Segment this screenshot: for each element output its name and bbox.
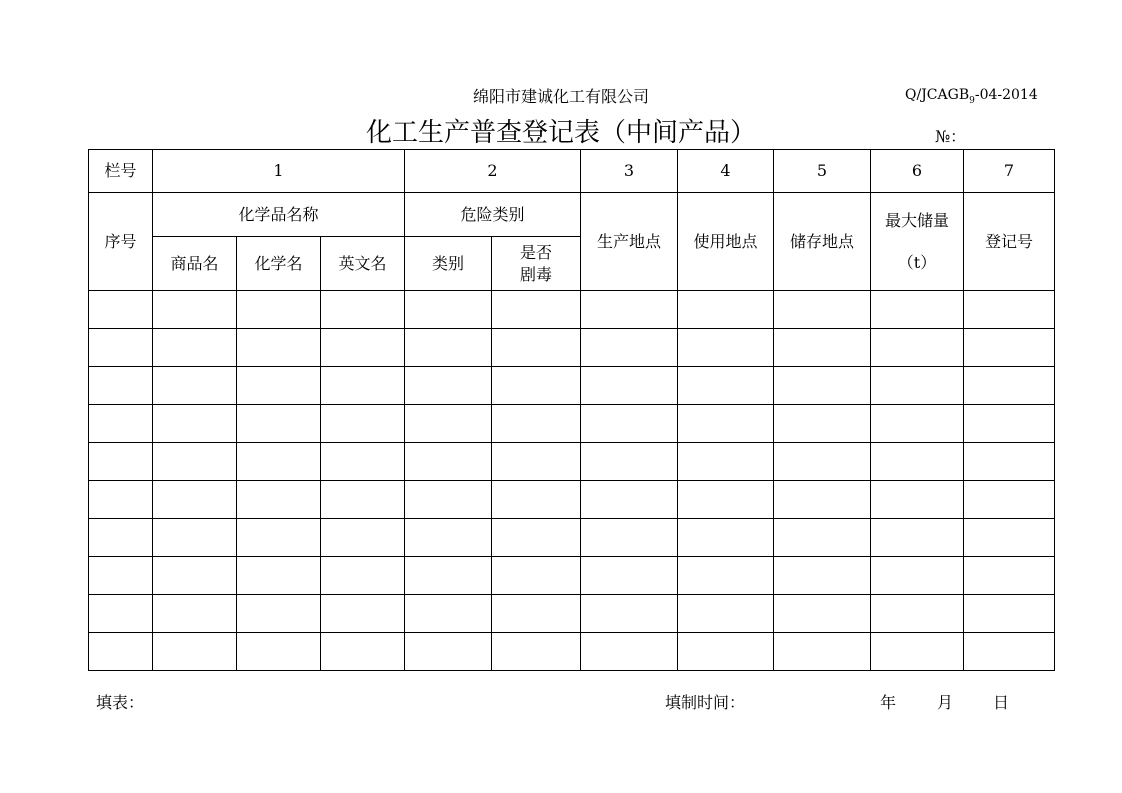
table-cell[interactable] bbox=[492, 481, 581, 519]
table-cell[interactable] bbox=[492, 329, 581, 367]
table-cell[interactable] bbox=[492, 443, 581, 481]
table-row bbox=[89, 329, 1055, 367]
table-cell[interactable] bbox=[774, 329, 871, 367]
table-cell[interactable] bbox=[964, 595, 1055, 633]
table-cell[interactable] bbox=[581, 291, 678, 329]
table-cell[interactable] bbox=[321, 443, 405, 481]
table-cell[interactable] bbox=[678, 633, 774, 671]
table-cell[interactable] bbox=[774, 443, 871, 481]
max-storage-line2: （t） bbox=[897, 252, 937, 272]
table-cell[interactable] bbox=[678, 595, 774, 633]
table-cell[interactable] bbox=[492, 367, 581, 405]
table-cell[interactable] bbox=[871, 481, 964, 519]
table-cell[interactable] bbox=[871, 557, 964, 595]
table-row bbox=[89, 519, 1055, 557]
table-cell[interactable] bbox=[405, 519, 492, 557]
table-cell[interactable] bbox=[774, 367, 871, 405]
table-cell[interactable] bbox=[774, 405, 871, 443]
table-row bbox=[89, 405, 1055, 443]
table-cell[interactable] bbox=[581, 481, 678, 519]
table-cell[interactable] bbox=[492, 633, 581, 671]
table-cell[interactable] bbox=[237, 557, 321, 595]
table-cell[interactable] bbox=[581, 595, 678, 633]
table-cell[interactable] bbox=[237, 367, 321, 405]
number-label: №： bbox=[935, 127, 967, 146]
col-number-3: 3 bbox=[581, 150, 678, 193]
table-cell[interactable] bbox=[321, 481, 405, 519]
table-cell[interactable] bbox=[153, 329, 237, 367]
col-number-2: 2 bbox=[405, 150, 581, 193]
table-cell[interactable] bbox=[321, 291, 405, 329]
table-row bbox=[89, 443, 1055, 481]
table-cell[interactable] bbox=[581, 329, 678, 367]
table-cell[interactable] bbox=[405, 557, 492, 595]
table-cell[interactable] bbox=[237, 595, 321, 633]
table-cell[interactable] bbox=[678, 329, 774, 367]
registration-no-header: 登记号 bbox=[964, 193, 1055, 291]
table-cell[interactable] bbox=[89, 481, 153, 519]
table-cell[interactable] bbox=[153, 291, 237, 329]
form-title: 化工生产普查登记表（中间产品） bbox=[365, 118, 756, 148]
is-toxic-header bbox=[492, 237, 581, 291]
is-toxic-line1: 是否 bbox=[519, 242, 552, 262]
table-cell[interactable] bbox=[581, 633, 678, 671]
table-row bbox=[89, 291, 1055, 329]
table-cell[interactable] bbox=[871, 443, 964, 481]
table-cell[interactable] bbox=[321, 633, 405, 671]
table-cell[interactable] bbox=[237, 633, 321, 671]
table-cell[interactable] bbox=[153, 405, 237, 443]
year-label: 年 bbox=[880, 693, 897, 712]
col-number-6: 6 bbox=[871, 150, 964, 193]
english-name-header: 英文名 bbox=[321, 237, 405, 291]
table-cell[interactable] bbox=[89, 443, 153, 481]
table-cell[interactable] bbox=[237, 481, 321, 519]
table-cell[interactable] bbox=[492, 595, 581, 633]
table-cell[interactable] bbox=[237, 291, 321, 329]
table-cell[interactable] bbox=[678, 291, 774, 329]
code-suffix: -04-2014 bbox=[974, 87, 1038, 103]
table-cell[interactable] bbox=[964, 329, 1055, 367]
col-number-4: 4 bbox=[678, 150, 774, 193]
table-cell[interactable] bbox=[678, 405, 774, 443]
table-cell[interactable] bbox=[89, 595, 153, 633]
table-row bbox=[89, 367, 1055, 405]
table-cell[interactable] bbox=[89, 291, 153, 329]
table-cell[interactable] bbox=[581, 443, 678, 481]
table-cell[interactable] bbox=[153, 443, 237, 481]
table-cell[interactable] bbox=[405, 595, 492, 633]
fill-time-label: 填制时间： bbox=[665, 693, 746, 712]
table-cell[interactable] bbox=[492, 291, 581, 329]
storage-site-header: 储存地点 bbox=[774, 193, 871, 291]
table-cell[interactable] bbox=[405, 367, 492, 405]
table-cell[interactable] bbox=[581, 367, 678, 405]
table-cell[interactable] bbox=[153, 633, 237, 671]
use-site-header: 使用地点 bbox=[678, 193, 774, 291]
col-number-5: 5 bbox=[774, 150, 871, 193]
chem-name-group-header: 化学品名称 bbox=[153, 193, 405, 237]
table-cell[interactable] bbox=[871, 291, 964, 329]
table-cell[interactable] bbox=[405, 481, 492, 519]
table-row bbox=[89, 481, 1055, 519]
col-number-1: 1 bbox=[153, 150, 405, 193]
table-cell[interactable] bbox=[153, 519, 237, 557]
table-cell[interactable] bbox=[964, 443, 1055, 481]
month-label: 月 bbox=[937, 693, 954, 712]
table-cell[interactable] bbox=[774, 557, 871, 595]
table-cell[interactable] bbox=[871, 329, 964, 367]
table-cell[interactable] bbox=[89, 405, 153, 443]
table-cell[interactable] bbox=[581, 405, 678, 443]
col-number-7: 7 bbox=[964, 150, 1055, 193]
table-row bbox=[89, 557, 1055, 595]
table-cell[interactable] bbox=[405, 329, 492, 367]
is-toxic-line2: 剧毒 bbox=[519, 264, 552, 284]
production-site-header: 生产地点 bbox=[581, 193, 678, 291]
table-cell[interactable] bbox=[321, 405, 405, 443]
table-cell[interactable] bbox=[89, 633, 153, 671]
table-row bbox=[89, 633, 1055, 671]
table-cell[interactable] bbox=[321, 519, 405, 557]
category-header: 类别 bbox=[405, 237, 492, 291]
table-cell[interactable] bbox=[153, 595, 237, 633]
table-cell[interactable] bbox=[321, 329, 405, 367]
table-cell[interactable] bbox=[405, 443, 492, 481]
table-cell[interactable] bbox=[153, 367, 237, 405]
table-cell[interactable] bbox=[405, 633, 492, 671]
table-cell[interactable] bbox=[581, 557, 678, 595]
table-cell[interactable] bbox=[678, 519, 774, 557]
trade-name-header: 商品名 bbox=[153, 237, 237, 291]
code-prefix: Q/JCAGB bbox=[905, 87, 970, 103]
table-cell[interactable] bbox=[871, 519, 964, 557]
table-cell[interactable] bbox=[774, 481, 871, 519]
table-cell[interactable] bbox=[871, 367, 964, 405]
table-cell[interactable] bbox=[678, 557, 774, 595]
table-cell[interactable] bbox=[89, 557, 153, 595]
table-cell[interactable] bbox=[964, 519, 1055, 557]
hazard-group-header: 危险类别 bbox=[405, 193, 581, 237]
col-label: 栏号 bbox=[89, 150, 153, 193]
table-cell[interactable] bbox=[153, 481, 237, 519]
table-cell[interactable] bbox=[678, 367, 774, 405]
chem-name-header: 化学名 bbox=[237, 237, 321, 291]
table-cell[interactable] bbox=[678, 443, 774, 481]
table-cell[interactable] bbox=[964, 405, 1055, 443]
table-cell[interactable] bbox=[89, 519, 153, 557]
registration-table bbox=[88, 149, 1055, 671]
max-storage-line1: 最大储量 bbox=[884, 210, 949, 230]
table-cell[interactable] bbox=[405, 405, 492, 443]
day-label: 日 bbox=[993, 693, 1010, 712]
table-cell[interactable] bbox=[89, 329, 153, 367]
table-cell[interactable] bbox=[405, 291, 492, 329]
table-cell[interactable] bbox=[89, 367, 153, 405]
filler-label: 填表： bbox=[96, 693, 145, 712]
table-cell[interactable] bbox=[492, 405, 581, 443]
table-row bbox=[89, 595, 1055, 633]
table-cell[interactable] bbox=[871, 595, 964, 633]
table-cell[interactable] bbox=[774, 519, 871, 557]
table-cell[interactable] bbox=[237, 405, 321, 443]
table-cell[interactable] bbox=[153, 557, 237, 595]
table-cell[interactable] bbox=[492, 557, 581, 595]
table-cell[interactable] bbox=[321, 595, 405, 633]
table-cell[interactable] bbox=[581, 519, 678, 557]
code-sub: 9 bbox=[969, 95, 975, 106]
table-cell[interactable] bbox=[964, 633, 1055, 671]
table-cell[interactable] bbox=[964, 481, 1055, 519]
table-cell[interactable] bbox=[774, 291, 871, 329]
max-storage-header bbox=[871, 193, 964, 291]
table-cell[interactable] bbox=[964, 291, 1055, 329]
company-name: 绵阳市建诚化工有限公司 bbox=[472, 87, 649, 106]
header-row-1 bbox=[89, 193, 1055, 237]
table-cell[interactable] bbox=[492, 519, 581, 557]
table-cell[interactable] bbox=[237, 443, 321, 481]
table-cell[interactable] bbox=[237, 329, 321, 367]
table-cell[interactable] bbox=[237, 519, 321, 557]
document-code bbox=[905, 87, 1038, 106]
table-cell[interactable] bbox=[964, 557, 1055, 595]
table-cell[interactable] bbox=[774, 633, 871, 671]
column-number-row bbox=[89, 150, 1055, 193]
table-cell[interactable] bbox=[964, 367, 1055, 405]
table-cell[interactable] bbox=[321, 367, 405, 405]
table-cell[interactable] bbox=[871, 405, 964, 443]
table-cell[interactable] bbox=[774, 595, 871, 633]
table-cell[interactable] bbox=[871, 633, 964, 671]
seq-header: 序号 bbox=[89, 193, 153, 291]
table-cell[interactable] bbox=[321, 557, 405, 595]
table-cell[interactable] bbox=[678, 481, 774, 519]
